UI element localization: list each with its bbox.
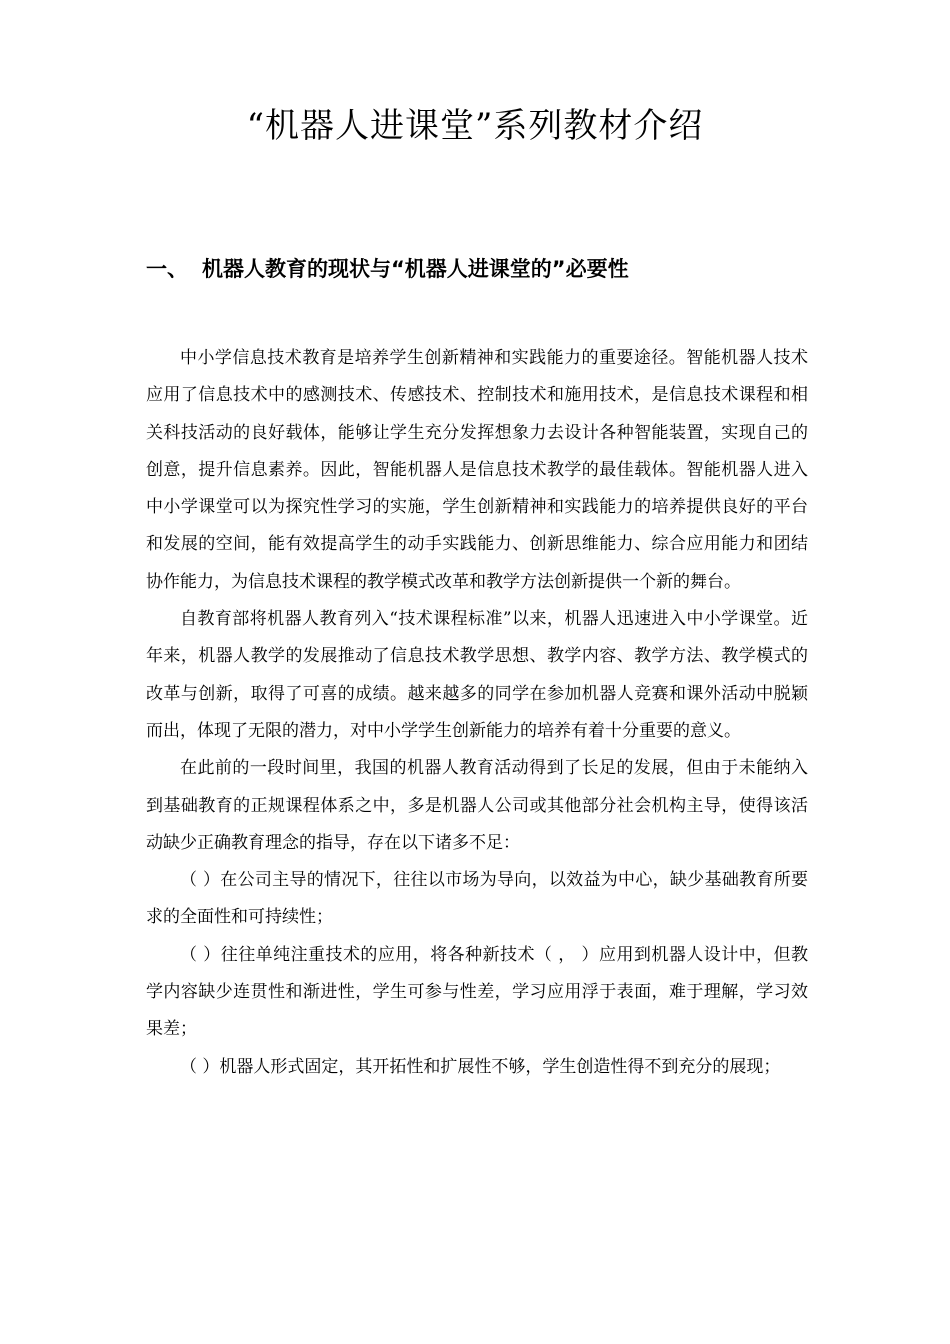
- paragraph-shortcoming-2: （ ）往往单纯注重技术的应用，将各种新技术（ ， ）应用到机器人设计中，但教学内容缺少连贯性和渐进性，学生可参与性差，学习应用浮于表面，难于理解，学习效果差；: [146, 944, 808, 1040]
- paragraph-curriculum-standard: 自教育部将机器人教育列入“技术课程标准”以来，机器人迅速进入中小学课堂。近年来，机器人教学的发展推动了信息技术教学思想、教学内容、教学方法、教学模式的改革与创新，取得了可喜的成绩。越来越多的同学在参加机器人竞赛和课外活动中脱颖而出，体现了无限的潜力，对中小学学生创新能力的培养有着十分重要的意义。: [146, 609, 808, 741]
- section-number: 一、: [146, 257, 188, 281]
- paragraph-intro: 中小学信息技术教育是培养学生创新精神和实践能力的重要途径。智能机器人技术应用了信息技术中的感测技术、传感技术、控制技术和施用技术，是信息技术课程和相关科技活动的良好载体，能够让学生充分发挥想象力去设计各种智能装置，实现自己的创意，提升信息素养。因此，智能机器人是信息技术教学的最佳载体。智能机器人进入中小学课堂可以为探究性学习的实施，学生创新精神和实践能力的培养提供良好的平台和发展的空间，能有效提高学生的动手实践能力、创新思维能力、综合应用能力和团结协作能力，为信息技术课程的教学模式改革和教学方法创新提供一个新的舞台。: [146, 348, 808, 592]
- document-title: “机器人进课堂”系列教材介绍: [246, 106, 704, 146]
- paragraph-shortcoming-1: （ ）在公司主导的情况下，往往以市场为导向，以效益为中心，缺少基础教育所要求的全面性和可持续性；: [146, 870, 808, 928]
- paragraph-shortcomings-intro: 在此前的一段时间里，我国的机器人教育活动得到了长足的发展，但由于未能纳入到基础教育的正规课程体系之中，多是机器人公司或其他部分社会机构主导，使得该活动缺少正确教育理念的指导，存在以下诸多不足：: [146, 758, 808, 853]
- section-heading-text: 机器人教育的现状与“机器人进课堂的”必要性: [202, 257, 629, 281]
- paragraph-shortcoming-3: （ ）机器人形式固定，其开拓性和扩展性不够，学生创造性得不到充分的展现；: [180, 1056, 781, 1077]
- body-text: [146, 340, 808, 1086]
- section-heading: [146, 254, 629, 284]
